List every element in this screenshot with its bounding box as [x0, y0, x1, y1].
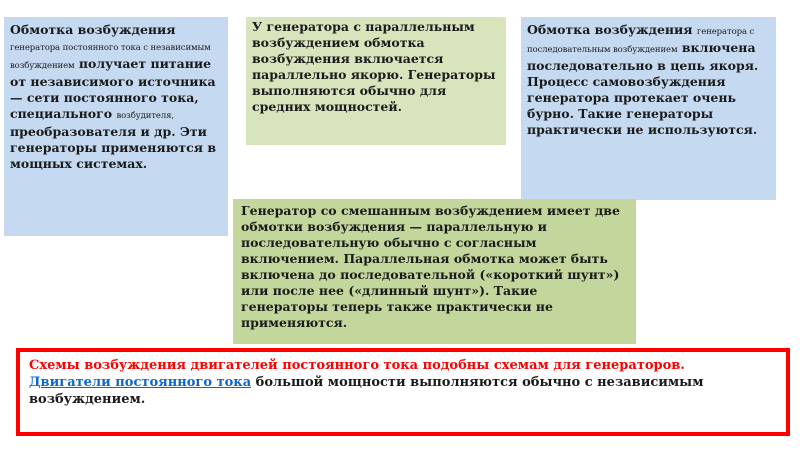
- callout-rest: большой мощности выполняются обычно с независимым возбуждением.: [29, 375, 704, 407]
- series-excitation-box: [521, 17, 776, 200]
- bottom-text: Генератор со смешанным возбуждением имеет две обмотки возбуждения — параллельную и последовательную обычно с согласным включением. Параллельная обмотка может быть включена до последовательной («короткий шунт») или после нее («длинный шунт»). Такие генераторы теперь также практически не применяются.: [241, 203, 620, 330]
- callout-body: [29, 374, 777, 408]
- dc-motors-link[interactable]: Двигатели постоянного тока: [29, 375, 252, 390]
- motor-excitation-callout: [16, 348, 790, 436]
- left-text-4: возбудителя,: [116, 111, 175, 121]
- right-text-1: Обмотка возбуждения: [527, 22, 693, 37]
- independent-excitation-box: [4, 17, 228, 236]
- left-text-5: преобразователя и др. Эти генераторы применяются в мощных системах.: [10, 124, 217, 171]
- left-text-2: генератора постоянного тока с независимым возбуждением: [10, 43, 211, 71]
- right-text-3: включена последовательно в цепь якоря. Процесс самовозбуждения генератора протекает очень бурно. Такие генераторы практически не используются.: [527, 40, 759, 137]
- mixed-excitation-box: [233, 199, 636, 344]
- left-text-3: получает питание от независимого источника — сети постоянного тока, специального: [10, 56, 216, 121]
- parallel-excitation-box: [246, 17, 506, 145]
- middle-text: У генератора с параллельным возбуждением обмотка возбуждения включается параллельно якорю. Генераторы выполняются обычно для средних мощностей.: [252, 19, 496, 114]
- callout-headline: Схемы возбуждения двигателей постоянного тока подобны схемам для генераторов.: [29, 358, 685, 373]
- left-text-1: Обмотка возбуждения: [10, 22, 176, 37]
- right-text-2: генератора с последовательным возбуждением: [527, 27, 755, 55]
